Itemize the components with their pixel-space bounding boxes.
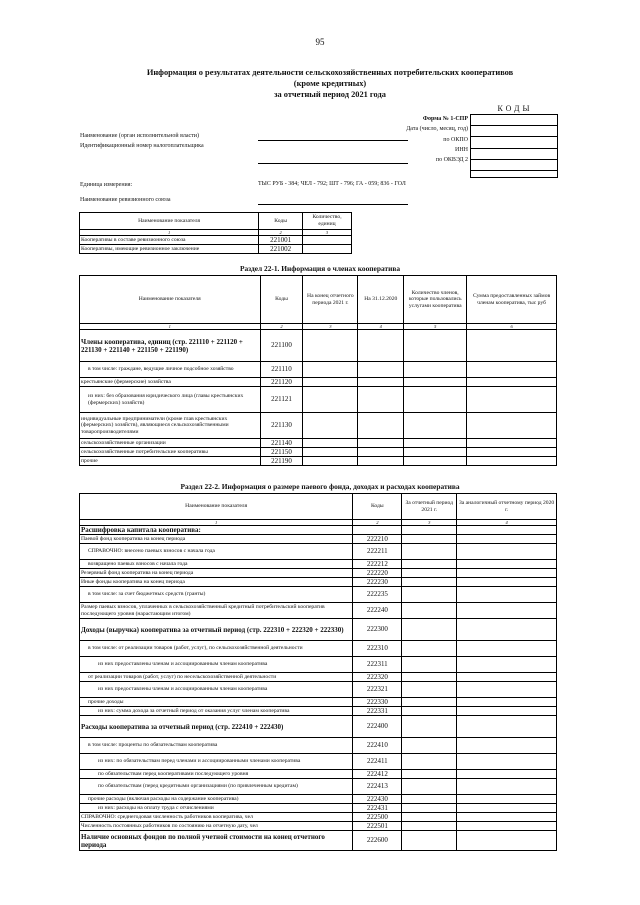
value-cell[interactable]	[467, 387, 557, 413]
row-label: Паевой фонд кооператива на конец периода	[80, 535, 353, 544]
value-cell[interactable]	[457, 560, 557, 569]
value-cell[interactable]	[402, 831, 457, 851]
okved-label: по ОКВЭД 2	[435, 157, 468, 164]
value-cell[interactable]	[402, 754, 457, 770]
row-label: возвращено паевых взносов с начала года	[80, 560, 353, 569]
audit-union-line[interactable]	[258, 204, 408, 205]
title-line-1: Информация о результатах деятельности сельскохозяйственных потребительских кооперативов	[146, 68, 514, 77]
row-code: 221140	[260, 439, 303, 448]
value-cell[interactable]	[303, 236, 352, 245]
value-cell[interactable]	[457, 698, 557, 707]
table-row	[80, 448, 557, 457]
value-cell[interactable]	[457, 526, 557, 535]
table-row	[80, 716, 557, 738]
row-label: индивидуальные предприниматели (кроме глав крестьянских (фермерских) хозяйств), являющиеся сельскохозяйственными товаропроизводителями	[80, 413, 261, 439]
row-label: в том числе: за счет бюджетных средств (гранты)	[80, 587, 353, 603]
value-cell[interactable]	[402, 738, 457, 754]
table-row	[80, 738, 557, 754]
row-code: 222413	[353, 779, 402, 795]
row-label: сельскохозяйственные организации	[80, 439, 261, 448]
row-code: 221100	[260, 330, 303, 362]
row-code: 222321	[353, 682, 402, 698]
value-cell[interactable]	[404, 439, 467, 448]
row-code: 222220	[353, 569, 402, 578]
value-cell[interactable]	[457, 738, 557, 754]
value-cell[interactable]	[457, 619, 557, 641]
title-line-2: (кроме кредитных)	[293, 79, 367, 88]
row-code: 222430	[353, 795, 402, 804]
row-label: прочие	[80, 457, 261, 466]
table-row	[80, 457, 557, 466]
value-cell[interactable]	[457, 641, 557, 657]
row-label: в том числе: от реализации товаров (работ, услуг), по сельскохозяйственной деятельности	[80, 641, 353, 657]
row-code: 222211	[353, 544, 402, 560]
value-cell[interactable]	[404, 413, 467, 439]
row-label: Наличие основных фондов по полной учетной стоимости на конец отчетного периода	[80, 831, 353, 851]
header-cell: Сумма предоставленных займов членам кооператива, тыс руб	[467, 276, 557, 324]
row-code: 222310	[353, 641, 402, 657]
row-code	[353, 526, 402, 535]
value-cell[interactable]	[358, 330, 404, 362]
column-number: 6	[467, 324, 557, 330]
row-code: 222230	[353, 578, 402, 587]
row-label: Доходы (выручка) кооператива за отчетный период (стр. 222310 + 222320 + 222330)	[80, 619, 353, 641]
value-cell[interactable]	[404, 378, 467, 387]
header-cell: За аналогичный отчетному период 2020 г.	[457, 494, 557, 520]
table-row	[80, 831, 557, 851]
table-row	[80, 387, 557, 413]
value-cell[interactable]	[358, 387, 404, 413]
form-label: Форма № 1-СПР	[422, 116, 468, 122]
table-row	[80, 804, 557, 813]
code-cell[interactable]	[471, 149, 557, 160]
value-cell[interactable]	[303, 448, 358, 457]
row-code: 222400	[353, 716, 402, 738]
column-number: 2	[259, 230, 303, 236]
value-cell[interactable]	[457, 707, 557, 716]
finance-table	[79, 493, 557, 851]
row-label: Иные фонды кооператива на конец периода	[80, 578, 353, 587]
row-label: по обязательствам (перед кредитными организациями (по привлеченным кредитам)	[80, 779, 353, 795]
value-cell[interactable]	[404, 330, 467, 362]
value-cell[interactable]	[303, 457, 358, 466]
header-cell: На конец отчетного периода 2021 г.	[303, 276, 358, 324]
value-cell[interactable]	[402, 603, 457, 619]
codes-header: КОДЫ	[497, 104, 533, 113]
row-label: из них: сумма дохода за отчетный период от оказания услуг членам кооператива	[80, 707, 353, 716]
row-label: Численность постоянных работников по состоянию на отчетную дату, чел	[80, 822, 353, 831]
row-code: 221120	[260, 378, 303, 387]
code-cell[interactable]	[471, 126, 557, 137]
table-row	[80, 641, 557, 657]
value-cell[interactable]	[303, 387, 358, 413]
row-code: 222600	[353, 831, 402, 851]
value-cell[interactable]	[457, 831, 557, 851]
table-row	[80, 813, 557, 822]
table-row	[80, 439, 557, 448]
row-label: из них предоставлены членам и ассоциированным членам кооператива	[80, 682, 353, 698]
value-cell[interactable]	[457, 779, 557, 795]
table-row	[80, 236, 352, 245]
value-cell[interactable]	[303, 413, 358, 439]
members-table	[79, 275, 557, 466]
row-label: в том числе: граждане, ведущие личное подсобное хозяйство	[80, 362, 261, 378]
row-label: Члены кооператива, единиц (стр. 221110 + 221120 + 221130 + 221140 + 221150 + 221190)	[80, 330, 261, 362]
section-1-title: Раздел 22-1. Информация о членах кооператива	[239, 264, 401, 273]
value-cell[interactable]	[358, 378, 404, 387]
row-label: прочие доходы	[80, 698, 353, 707]
value-cell[interactable]	[402, 560, 457, 569]
row-label: Резервный фонд кооператива на конец периода	[80, 569, 353, 578]
value-cell[interactable]	[402, 707, 457, 716]
row-code: 222501	[353, 822, 402, 831]
value-cell[interactable]	[467, 448, 557, 457]
value-cell[interactable]	[402, 698, 457, 707]
value-cell[interactable]	[404, 457, 467, 466]
row-code: 222412	[353, 770, 402, 779]
row-label: СПРАВОЧНО: внесено паевых взносов с начала года	[80, 544, 353, 560]
value-cell[interactable]	[404, 362, 467, 378]
value-cell[interactable]	[358, 448, 404, 457]
row-label: Расшифровка капитала кооператива:	[80, 526, 353, 535]
row-label: крестьянские (фермерские) хозяйства	[80, 378, 261, 387]
value-cell[interactable]	[457, 578, 557, 587]
row-code: 222240	[353, 603, 402, 619]
value-cell[interactable]	[457, 795, 557, 804]
authority-label: Наименование (орган исполнительной власти)	[80, 133, 199, 139]
units-value: ТЫС РУБ - 384; ЧЕЛ - 792; ШТ - 796; ГА - 059; 836 - ГОЛ	[258, 181, 406, 187]
value-cell[interactable]	[402, 587, 457, 603]
row-label: из них: по обязательствам перед членами и ассоциированными членами кооператива	[80, 754, 353, 770]
table-row	[80, 822, 557, 831]
title-line-3: за отчетный период 2021 года	[274, 90, 386, 99]
value-cell[interactable]	[404, 387, 467, 413]
value-cell[interactable]	[457, 569, 557, 578]
header-cell: Коды	[260, 276, 303, 324]
authority-line[interactable]	[258, 140, 408, 141]
row-label: Размер паевых взносов, уплаченных в сельскохозяйственный кредитный потребительский кооператив последующего уровня (нарастающим итогом)	[80, 603, 353, 619]
header-cell: Наименование показателя	[80, 276, 261, 324]
value-cell[interactable]	[358, 362, 404, 378]
value-cell[interactable]	[303, 245, 352, 254]
value-cell[interactable]	[402, 716, 457, 738]
codes-box	[470, 114, 558, 178]
date-label: Дата (число, месяц, год)	[406, 126, 468, 133]
value-cell[interactable]	[467, 439, 557, 448]
value-cell[interactable]	[467, 362, 557, 378]
header-cell: Количество членов, которые пользовались услугами кооператива	[404, 276, 467, 324]
table-row	[80, 560, 557, 569]
table-row	[80, 526, 557, 535]
page-number: 95	[315, 37, 325, 47]
value-cell[interactable]	[303, 330, 358, 362]
okpo-label: по ОКПО	[443, 136, 468, 143]
table-row	[80, 779, 557, 795]
row-label: Расходы кооператива за отчетный период (стр. 222410 + 222430)	[80, 716, 353, 738]
code-cell[interactable]	[471, 160, 557, 171]
table-row	[80, 535, 557, 544]
value-cell[interactable]	[457, 587, 557, 603]
value-cell[interactable]	[402, 569, 457, 578]
value-cell[interactable]	[402, 535, 457, 544]
value-cell[interactable]	[402, 526, 457, 535]
column-number: 1	[80, 230, 259, 236]
column-number: 4	[358, 324, 404, 330]
column-number: 1	[80, 324, 261, 330]
column-number: 5	[404, 324, 467, 330]
table-row	[80, 245, 352, 254]
row-code: 222210	[353, 535, 402, 544]
table-row	[80, 770, 557, 779]
table-row	[80, 754, 557, 770]
inn-label: ИНН	[455, 146, 468, 153]
row-code: 222500	[353, 813, 402, 822]
header-cell: Количество, единиц	[303, 213, 352, 230]
header-cell: На 31.12.2020	[358, 276, 404, 324]
column-number: 2	[353, 520, 402, 526]
value-cell[interactable]	[457, 682, 557, 698]
value-cell[interactable]	[467, 378, 557, 387]
table-row	[80, 707, 557, 716]
row-code: 221121	[260, 387, 303, 413]
code-cell[interactable]	[471, 171, 557, 181]
section-2-title: Раздел 22-2. Информация о размере паевого фонда, доходах и расходах кооператива	[180, 482, 460, 491]
value-cell[interactable]	[402, 673, 457, 682]
table-row	[80, 698, 557, 707]
value-cell[interactable]	[303, 362, 358, 378]
value-cell[interactable]	[457, 754, 557, 770]
table-row	[80, 587, 557, 603]
row-label: из них: без образования юридического лица (главы крестьянских (фермерских) хозяйств)	[80, 387, 261, 413]
value-cell[interactable]	[402, 813, 457, 822]
row-code: 222330	[353, 698, 402, 707]
row-label: Кооперативы в составе ревизионного союза	[80, 236, 259, 245]
row-label: от реализации товаров (работ, услуг) по несельскохозяйственной деятельности	[80, 673, 353, 682]
value-cell[interactable]	[303, 378, 358, 387]
row-label: по обязательствам перед кооперативами последующего уровня	[80, 770, 353, 779]
audit-union-label: Наименование ревизионного союза	[80, 197, 171, 203]
header-cell: Наименование показателя	[80, 213, 259, 230]
row-code: 222320	[353, 673, 402, 682]
table-row	[80, 413, 557, 439]
table-row	[80, 330, 557, 362]
row-code: 222331	[353, 707, 402, 716]
row-code: 222235	[353, 587, 402, 603]
row-label: из них: расходы на оплату труда с отчислениями	[80, 804, 353, 813]
table-row	[80, 378, 557, 387]
column-number: 3	[303, 324, 358, 330]
value-cell[interactable]	[358, 439, 404, 448]
value-cell[interactable]	[402, 641, 457, 657]
value-cell[interactable]	[402, 770, 457, 779]
taxpayer-id-line[interactable]	[258, 163, 408, 164]
value-cell[interactable]	[467, 413, 557, 439]
taxpayer-id-label: Идентификационный номер налогоплательщика	[80, 143, 204, 149]
row-code: 222311	[353, 657, 402, 673]
value-cell[interactable]	[358, 457, 404, 466]
row-code: 221190	[260, 457, 303, 466]
value-cell[interactable]	[467, 457, 557, 466]
column-number: 4	[457, 520, 557, 526]
table-row	[80, 673, 557, 682]
table-row	[80, 544, 557, 560]
header-cell: Коды	[353, 494, 402, 520]
row-label: прочие расходы (включая расходы на содержание кооператива)	[80, 795, 353, 804]
row-code: 222411	[353, 754, 402, 770]
value-cell[interactable]	[457, 822, 557, 831]
row-label: Кооперативы, имеющие ревизионное заключение	[80, 245, 259, 254]
row-code: 222431	[353, 804, 402, 813]
code-cell[interactable]	[471, 115, 557, 126]
value-cell[interactable]	[303, 439, 358, 448]
table-row	[80, 362, 557, 378]
header-cell: За отчетный период 2021 г.	[402, 494, 457, 520]
row-code: 221001	[259, 236, 303, 245]
table-row	[80, 603, 557, 619]
audit-table	[79, 212, 352, 254]
row-code: 222410	[353, 738, 402, 754]
column-number: 3	[402, 520, 457, 526]
row-code: 221130	[260, 413, 303, 439]
value-cell[interactable]	[457, 673, 557, 682]
table-row	[80, 569, 557, 578]
code-cell[interactable]	[471, 137, 557, 148]
value-cell[interactable]	[457, 770, 557, 779]
value-cell[interactable]	[402, 682, 457, 698]
units-label: Единица измерения:	[80, 182, 133, 188]
column-number: 2	[260, 324, 303, 330]
row-code: 221150	[260, 448, 303, 457]
header-cell: Коды	[259, 213, 303, 230]
value-cell[interactable]	[404, 448, 467, 457]
column-number: 1	[80, 520, 353, 526]
row-label: из них предоставлены членам и ассоциированным членам кооператива	[80, 657, 353, 673]
row-label: сельскохозяйственные потребительские кооперативы	[80, 448, 261, 457]
row-code: 222212	[353, 560, 402, 569]
value-cell[interactable]	[402, 544, 457, 560]
table-row	[80, 578, 557, 587]
value-cell[interactable]	[402, 804, 457, 813]
value-cell[interactable]	[457, 544, 557, 560]
row-code: 221110	[260, 362, 303, 378]
table-row	[80, 682, 557, 698]
value-cell[interactable]	[358, 413, 404, 439]
value-cell[interactable]	[457, 535, 557, 544]
header-cell: Наименование показателя	[80, 494, 353, 520]
value-cell[interactable]	[457, 603, 557, 619]
table-row	[80, 795, 557, 804]
value-cell[interactable]	[402, 619, 457, 641]
row-label: СПРАВОЧНО: среднегодовая численность работников кооператива, чел	[80, 813, 353, 822]
row-label: в том числе: проценты по обязательствам кооператива	[80, 738, 353, 754]
column-number: 3	[303, 230, 352, 236]
value-cell[interactable]	[457, 657, 557, 673]
value-cell[interactable]	[402, 779, 457, 795]
row-code: 222300	[353, 619, 402, 641]
value-cell[interactable]	[402, 578, 457, 587]
table-row	[80, 619, 557, 641]
value-cell[interactable]	[402, 657, 457, 673]
row-code: 221002	[259, 245, 303, 254]
value-cell[interactable]	[402, 795, 457, 804]
table-row	[80, 657, 557, 673]
value-cell[interactable]	[457, 716, 557, 738]
value-cell[interactable]	[467, 330, 557, 362]
value-cell[interactable]	[457, 813, 557, 822]
value-cell[interactable]	[457, 804, 557, 813]
value-cell[interactable]	[402, 822, 457, 831]
